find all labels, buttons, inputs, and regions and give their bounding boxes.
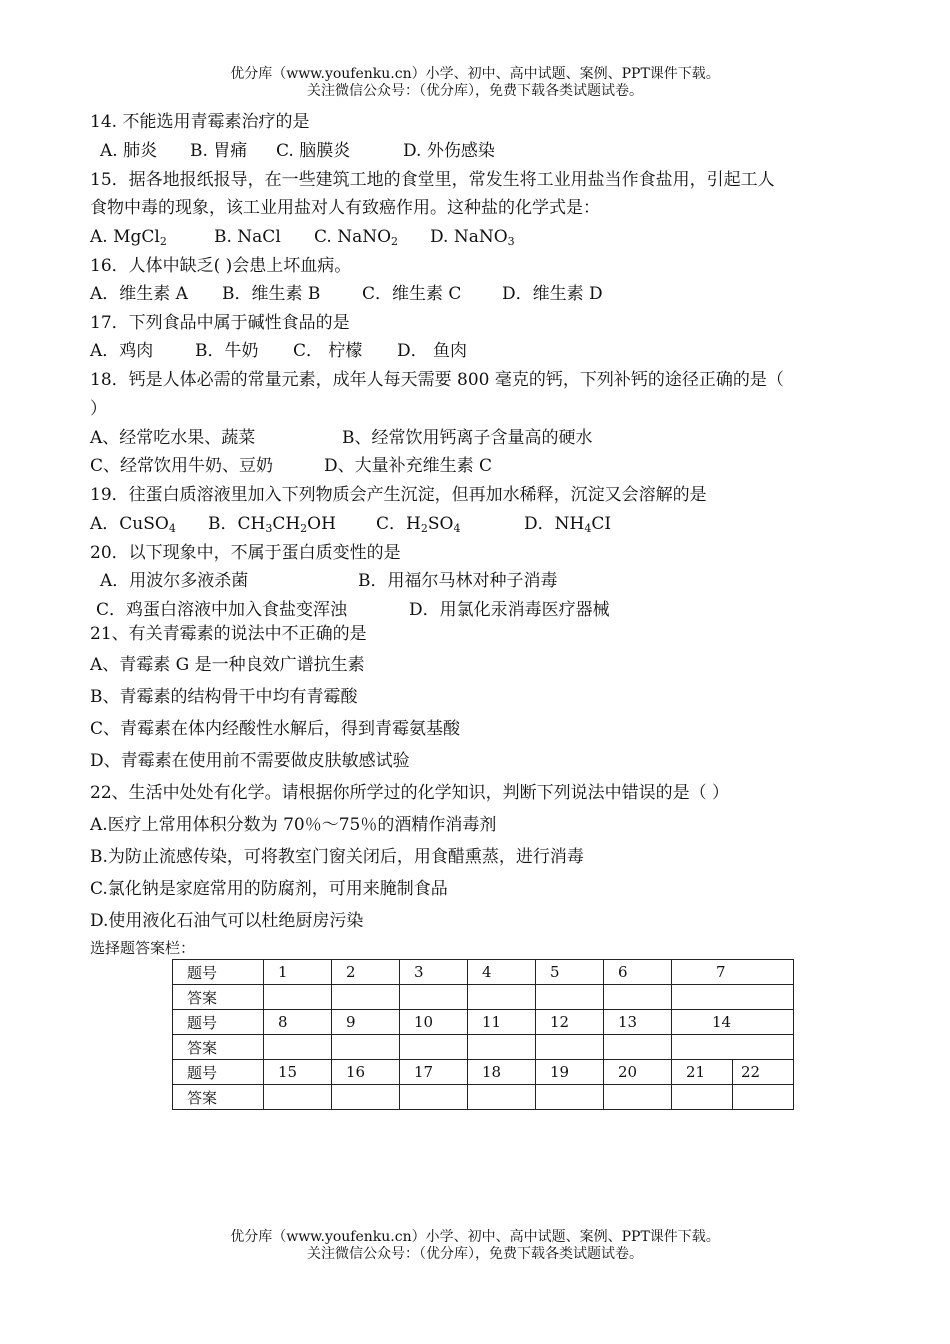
q20-option-b: B．用福尔马林对种子消毒 xyxy=(358,571,558,591)
footer-line-1: 优分库（www.youfenku.cn）小学、初中、高中试题、案例、PPT课件下载。 xyxy=(230,1229,720,1245)
q14-option-b: B. 胃痛 xyxy=(190,141,248,161)
question-number: 16 xyxy=(332,1060,400,1085)
table-row-answers-2 xyxy=(173,1035,794,1060)
question-number: 14 xyxy=(672,1010,794,1035)
answer-cell[interactable] xyxy=(536,985,604,1010)
answer-cell[interactable] xyxy=(672,1035,794,1060)
question-number: 4 xyxy=(468,960,536,985)
q18-option-d: D、大量补充维生素 C xyxy=(324,456,493,476)
question-number: 22 xyxy=(733,1060,794,1085)
q19-options xyxy=(90,512,611,536)
answer-cell[interactable] xyxy=(468,985,536,1010)
question-number: 11 xyxy=(468,1010,536,1035)
page-header xyxy=(0,66,950,100)
q16-stem: 16．人体中缺乏( )会患上坏血病。 xyxy=(90,256,352,276)
q15-option-b: B. NaCl xyxy=(214,227,281,247)
header-line-2: 关注微信公众号：（优分库），免费下载各类试题试卷。 xyxy=(307,83,643,99)
question-number: 2 xyxy=(332,960,400,985)
q16-option-d: D．维生素 D xyxy=(502,284,603,304)
q18-option-a: A、经常吃水果、蔬菜 xyxy=(90,428,256,448)
answer-cell[interactable] xyxy=(536,1035,604,1060)
answer-sheet-table xyxy=(172,959,794,1110)
answer-cell[interactable] xyxy=(332,985,400,1010)
header-line-1: 优分库（www.youfenku.cn）小学、初中、高中试题、案例、PPT课件下载。 xyxy=(230,66,720,82)
q18-options-row-2 xyxy=(90,454,492,478)
question-number: 6 xyxy=(604,960,672,985)
q17-stem: 17．下列食品中属于碱性食品的是 xyxy=(90,313,350,333)
answer-cell[interactable] xyxy=(400,985,468,1010)
q16-option-c: C．维生素 C xyxy=(362,284,462,304)
question-number: 12 xyxy=(536,1010,604,1035)
question-number: 5 xyxy=(536,960,604,985)
question-number: 20 xyxy=(604,1060,672,1085)
q20-option-d: D．用氯化汞消毒医疗器械 xyxy=(409,600,610,620)
answer-cell[interactable] xyxy=(733,1085,794,1110)
q19-option-a: A．CuSO$_4$ xyxy=(90,514,176,535)
answer-cell[interactable] xyxy=(264,985,332,1010)
question-number: 19 xyxy=(536,1060,604,1085)
q22-stem: 22、生活中处处有化学。请根据你所学过的化学知识，判断下列说法中错误的是（ ） xyxy=(90,783,730,803)
q15-options xyxy=(90,225,515,249)
q21-stem: 21、有关青霉素的说法中不正确的是 xyxy=(90,624,367,644)
q17-option-c: C． 柠檬 xyxy=(293,341,363,361)
q18-option-b: B、经常饮用钙离子含量高的硬水 xyxy=(342,428,593,448)
answer-cell[interactable] xyxy=(672,985,794,1010)
q15-stem-line-1: 15．据各地报纸报导，在一些建筑工地的食堂里，常发生将工业用盐当作食盐用，引起工人 xyxy=(90,170,775,190)
q19-option-c: C．$H_2SO_4$ xyxy=(376,514,461,535)
q21-option-a: A、青霉素 G 是一种良效广谱抗生素 xyxy=(90,655,365,675)
answer-cell[interactable] xyxy=(400,1035,468,1060)
answer-sheet-caption: 选择题答案栏： xyxy=(90,939,196,957)
q22-option-d: D.使用液化石油气可以杜绝厨房污染 xyxy=(90,911,364,931)
q14-stem: 14. 不能选用青霉素治疗的是 xyxy=(90,112,310,132)
question-number: 21 xyxy=(672,1060,733,1085)
question-number: 9 xyxy=(332,1010,400,1035)
q19-stem: 19．往蛋白质溶液里加入下列物质会产生沉淀，但再加水稀释，沉淀又会溶解的是 xyxy=(90,485,707,505)
q18-option-c: C、经常饮用牛奶、豆奶 xyxy=(90,456,274,476)
q19-option-d: D．$NH_4CI$ xyxy=(524,514,612,535)
q20-options-row-2 xyxy=(96,598,610,622)
q14-options xyxy=(100,139,495,163)
footer-line-2: 关注微信公众号：（优分库），免费下载各类试题试卷。 xyxy=(307,1246,643,1262)
answer-cell[interactable] xyxy=(536,1085,604,1110)
table-row-question-numbers-1 xyxy=(173,960,794,985)
q20-stem: 20．以下现象中，不属于蛋白质变性的是 xyxy=(90,543,401,563)
answer-cell[interactable] xyxy=(400,1085,468,1110)
page-footer xyxy=(0,1229,950,1263)
answer-cell[interactable] xyxy=(604,985,672,1010)
q14-option-c: C. 脑膜炎 xyxy=(276,141,351,161)
question-number: 18 xyxy=(468,1060,536,1085)
answer-cell[interactable] xyxy=(604,1085,672,1110)
q22-option-a: A.医疗上常用体积分数为 70％～75％的酒精作消毒剂 xyxy=(90,815,497,835)
q19-option-b: B．$CH_3CH_2OH$ xyxy=(208,514,336,535)
answer-cell[interactable] xyxy=(468,1085,536,1110)
q22-option-c: C.氯化钠是家庭常用的防腐剂，可用来腌制食品 xyxy=(90,879,448,899)
row-label: 答案 xyxy=(173,1085,264,1110)
q17-option-a: A．鸡肉 xyxy=(90,341,154,361)
question-number: 7 xyxy=(672,960,794,985)
answer-cell[interactable] xyxy=(468,1035,536,1060)
answer-cell[interactable] xyxy=(332,1035,400,1060)
q20-option-c: C．鸡蛋白溶液中加入食盐变浑浊 xyxy=(96,600,348,620)
table-row-question-numbers-3 xyxy=(173,1060,794,1085)
q18-stem-line-1: 18．钙是人体必需的常量元素，成年人每天需要 800 毫克的钙，下列补钙的途径正确的是（ xyxy=(90,370,784,390)
row-label: 题号 xyxy=(173,1060,264,1085)
q14-option-d: D. 外伤感染 xyxy=(403,141,495,161)
question-number: 15 xyxy=(264,1060,332,1085)
row-label: 题号 xyxy=(173,960,264,985)
question-number: 13 xyxy=(604,1010,672,1035)
answer-cell[interactable] xyxy=(672,1085,733,1110)
table-row-question-numbers-2 xyxy=(173,1010,794,1035)
answer-cell[interactable] xyxy=(264,1085,332,1110)
question-number: 17 xyxy=(400,1060,468,1085)
q18-stem-line-2: ） xyxy=(90,399,107,419)
question-number: 1 xyxy=(264,960,332,985)
answer-cell[interactable] xyxy=(332,1085,400,1110)
q22-option-b: B.为防止流感传染，可将教室门窗关闭后，用食醋熏蒸，进行消毒 xyxy=(90,847,584,867)
question-number: 3 xyxy=(400,960,468,985)
q17-option-b: B．牛奶 xyxy=(195,341,259,361)
table-row-answers-1 xyxy=(173,985,794,1010)
q15-option-a: A. MgCl$_2$ xyxy=(90,227,167,248)
q16-option-b: B．维生素 B xyxy=(222,284,321,304)
q15-option-c: C. NaNO$_2$ xyxy=(314,227,399,248)
q16-options xyxy=(90,282,603,306)
row-label: 答案 xyxy=(173,985,264,1010)
q14-option-a: A. 肺炎 xyxy=(100,141,158,161)
question-number: 10 xyxy=(400,1010,468,1035)
q21-option-b: B、青霉素的结构骨干中均有青霉酸 xyxy=(90,687,358,707)
table-row-answers-3 xyxy=(173,1085,794,1110)
q16-option-a: A．维生素 A xyxy=(90,284,188,304)
row-label: 答案 xyxy=(173,1035,264,1060)
q21-option-d: D、青霉素在使用前不需要做皮肤敏感试验 xyxy=(90,751,410,771)
q20-option-a: A．用波尔多液杀菌 xyxy=(100,571,249,591)
q18-options-row-1 xyxy=(90,426,593,450)
q17-option-d: D． 鱼肉 xyxy=(397,341,468,361)
answer-cell[interactable] xyxy=(264,1035,332,1060)
q17-options xyxy=(90,339,467,363)
q15-stem-line-2: 食物中毒的现象，该工业用盐对人有致癌作用。这种盐的化学式是： xyxy=(90,198,600,218)
q15-option-d: D. NaNO$_3$ xyxy=(430,227,515,248)
q21-option-c: C、青霉素在体内经酸性水解后，得到青霉氨基酸 xyxy=(90,719,461,739)
question-number: 8 xyxy=(264,1010,332,1035)
answer-cell[interactable] xyxy=(604,1035,672,1060)
q20-options-row-1 xyxy=(100,569,558,593)
row-label: 题号 xyxy=(173,1010,264,1035)
